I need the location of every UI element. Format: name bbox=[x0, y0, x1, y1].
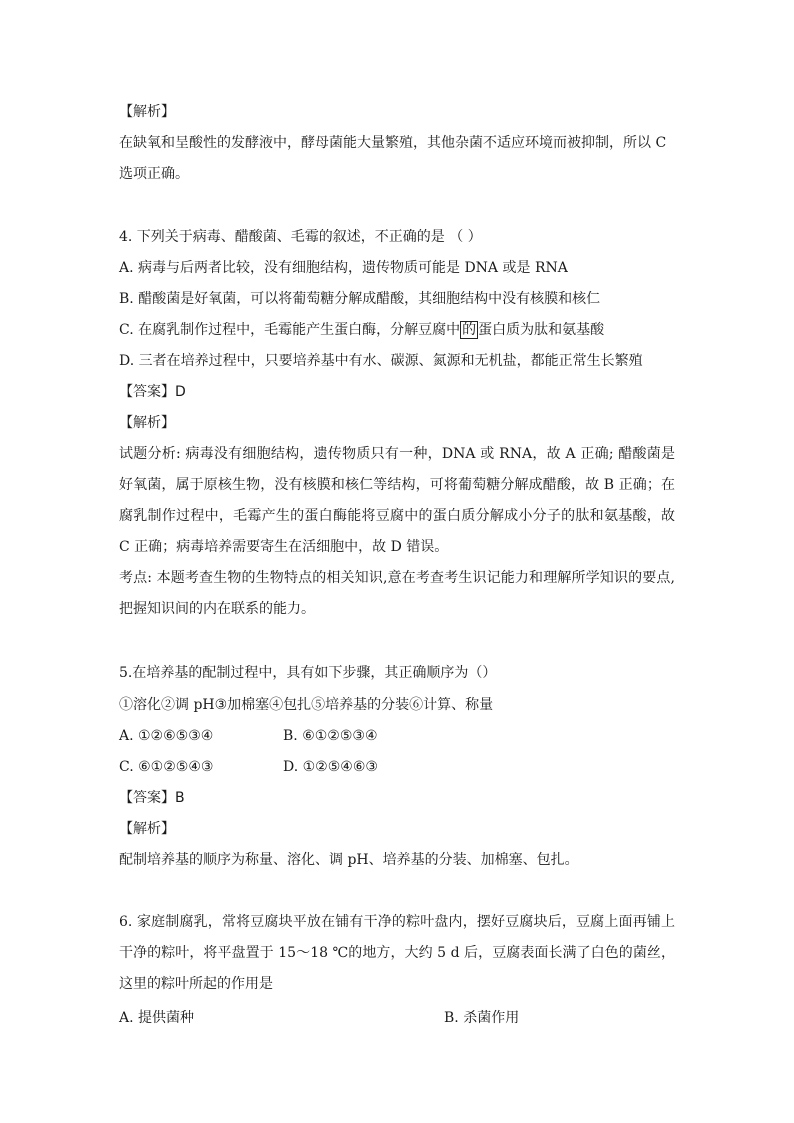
q5-option-a: A. ①②⑥⑤③④ bbox=[119, 728, 214, 744]
q4-option-d: D. 三者在培养过程中，只要培养基中有水、碳源、氮源和无机盐，都能正常生长繁殖 bbox=[119, 353, 643, 369]
q5-answer: 【答案】B bbox=[119, 790, 185, 806]
q6-option-a: A. 提供菌种 bbox=[119, 1010, 195, 1026]
q5-stem: 5.在培养基的配制过程中，具有如下步骤，其正确顺序为（） bbox=[119, 665, 497, 681]
q6-option-b: B. 杀菌作用 bbox=[444, 1010, 520, 1026]
q5-option-d: D. ①②⑤④⑥③ bbox=[283, 759, 378, 775]
prev-analysis-line-1: 在缺氧和呈酸性的发酵液中，酵母菌能大量繁殖，其他杂菌不适应环境而被抑制，所以 C bbox=[119, 135, 667, 151]
q4-analysis-text: 试题分析: 病毒没有细胞结构，遗传物质只有一种，DNA 或 RNA，故 A 正确; 醋酸菌是好氧菌，属于原核生物，没有核膜和核仁等结构，可将葡萄糖分解成醋酸，故 B 正确；在腐乳制作过程中，毛霉产生的蛋白酶能将豆腐中的蛋白质分解成小分子的肽和氨基酸，故 C 正确；病毒培养需要寄生在活细胞中，故 D 错误。 bbox=[119, 446, 675, 555]
q4-answer: 【答案】D bbox=[119, 384, 186, 400]
q5-analysis-label: 【解析】 bbox=[119, 821, 175, 837]
q4-option-b: B. 醋酸菌是好氧菌，可以将葡萄糖分解成醋酸，其细胞结构中没有核膜和核仁 bbox=[119, 291, 601, 307]
q5-option-b: B. ⑥①②⑤③④ bbox=[283, 728, 378, 744]
q6-stem: 6. 家庭制腐乳，常将豆腐块平放在铺有干净的粽叶盘内，摆好豆腐块后，豆腐上面再铺上干净的粽叶，将平盘置于 15～18 ℃的地方，大约 5 d 后，豆腐表面长满了白色的菌丝，这里的粽叶所起的作用是 bbox=[119, 914, 675, 992]
q4-option-c-boxed-char: 的 bbox=[462, 322, 477, 338]
q4-option-a: A. 病毒与后两者比较，没有细胞结构，遗传物质可能是 DNA 或是 RNA bbox=[119, 260, 568, 276]
q4-option-c-pre: C. 在腐乳制作过程中，毛霉能产生蛋白酶，分解豆腐中 bbox=[119, 322, 461, 338]
q4-option-c-post: 蛋白质为肽和氨基酸 bbox=[478, 322, 605, 338]
q4-option-c bbox=[119, 320, 604, 340]
q5-analysis-text: 配制培养基的顺序为称量、溶化、调 pH、培养基的分装、加棉塞、包扎。 bbox=[119, 852, 579, 868]
q5-steps: ①溶化②调 pH③加棉塞④包扎⑤培养基的分装⑥计算、称量 bbox=[119, 697, 494, 713]
prev-analysis-line-2: 选项正确。 bbox=[119, 166, 189, 182]
q4-analysis-label: 【解析】 bbox=[119, 415, 175, 431]
q5-option-c: C. ⑥①②⑤④③ bbox=[119, 759, 214, 775]
q4-stem: 4. 下列关于病毒、醋酸菌、毛霉的叙述，不正确的是 （ ） bbox=[119, 229, 482, 245]
q4-kaodian-text: 考点: 本题考查生物的生物特点的相关知识,意在考查考生识记能力和理解所学知识的要点,把握知识间的内在联系的能力。 bbox=[119, 570, 675, 617]
prev-analysis-label: 【解析】 bbox=[119, 104, 175, 120]
